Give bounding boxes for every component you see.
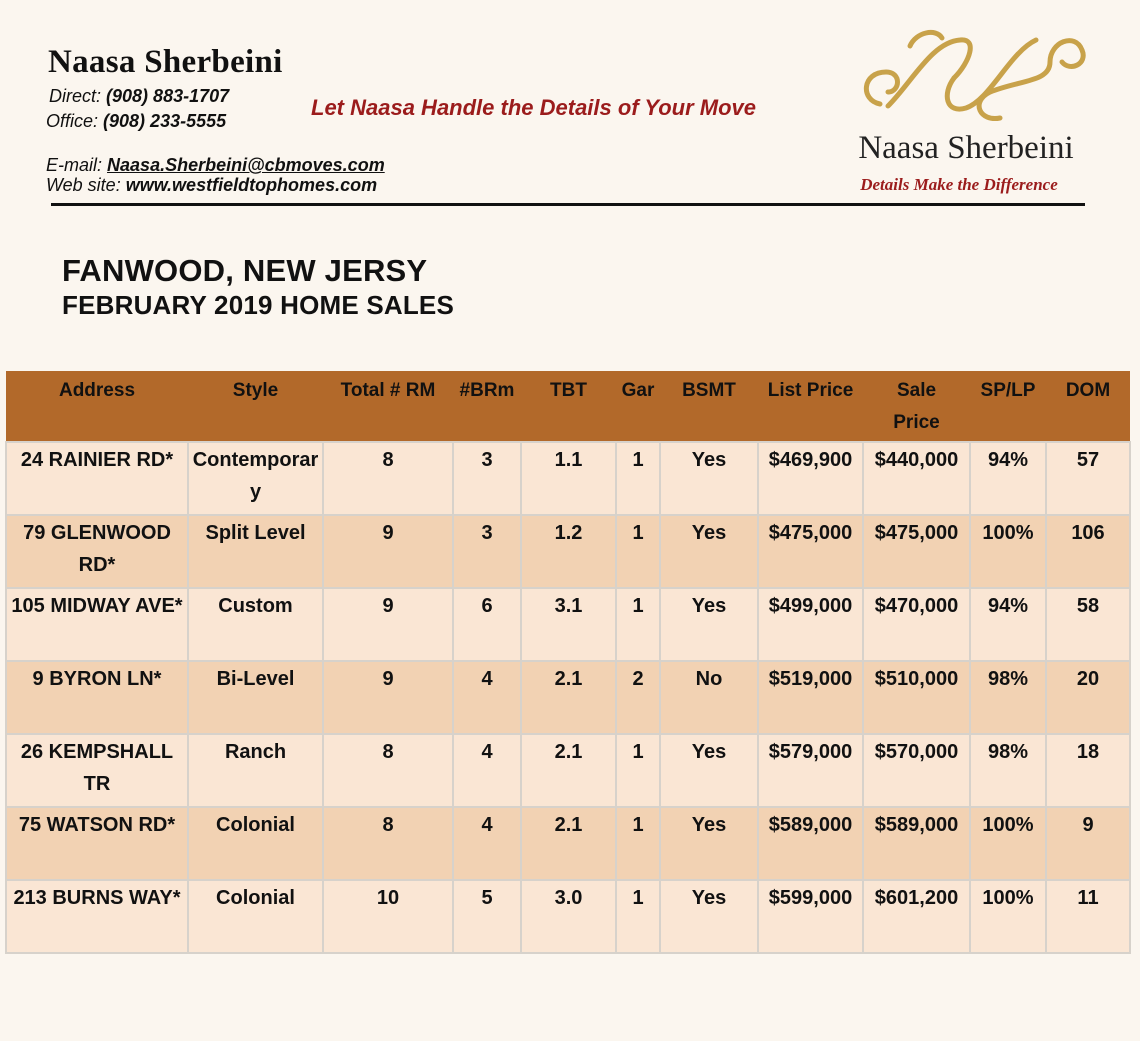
- cell-bedrooms: 5: [453, 880, 521, 953]
- cell-sp-lp: 98%: [970, 734, 1046, 807]
- cell-basement: Yes: [660, 734, 758, 807]
- cell-style: Colonial: [188, 880, 323, 953]
- cell-tbt: 1.2: [521, 515, 616, 588]
- logo-slogan: Details Make the Difference: [860, 175, 1058, 194]
- cell-bedrooms: 3: [453, 442, 521, 515]
- cell-total-rooms: 8: [323, 807, 453, 880]
- cell-sale-price: $589,000: [863, 807, 970, 880]
- cell-total-rooms: 9: [323, 661, 453, 734]
- cell-garage: 1: [616, 515, 660, 588]
- cell-sale-price: $475,000: [863, 515, 970, 588]
- cell-bedrooms: 6: [453, 588, 521, 661]
- cell-tbt: 2.1: [521, 807, 616, 880]
- cell-list-price: $599,000: [758, 880, 863, 953]
- table-row: [6, 588, 1130, 661]
- table-header-row: [6, 371, 1130, 442]
- cell-dom: 9: [1046, 807, 1130, 880]
- col-header-garage: Gar: [616, 371, 660, 442]
- email-label: E-mail:: [46, 155, 103, 175]
- table-row: [6, 734, 1130, 807]
- cell-basement: Yes: [660, 442, 758, 515]
- cell-address: 24 RAINIER RD*: [6, 442, 188, 515]
- cell-sp-lp: 94%: [970, 588, 1046, 661]
- cell-tbt: 2.1: [521, 734, 616, 807]
- tagline: Let Naasa Handle the Details of Your Move: [311, 95, 757, 120]
- cell-garage: 1: [616, 442, 660, 515]
- cell-sale-price: $510,000: [863, 661, 970, 734]
- cell-sp-lp: 100%: [970, 807, 1046, 880]
- cell-bedrooms: 4: [453, 661, 521, 734]
- cell-tbt: 2.1: [521, 661, 616, 734]
- cell-address: 79 GLENWOOD RD*: [6, 515, 188, 588]
- cell-total-rooms: 10: [323, 880, 453, 953]
- cell-tbt: 3.1: [521, 588, 616, 661]
- email-line: [46, 155, 385, 176]
- cell-basement: Yes: [660, 807, 758, 880]
- cell-style: Split Level: [188, 515, 323, 588]
- cell-garage: 1: [616, 880, 660, 953]
- website-link[interactable]: www.westfieldtophomes.com: [125, 175, 378, 195]
- cell-basement: Yes: [660, 515, 758, 588]
- home-sales-table: [5, 371, 1131, 954]
- cell-basement: Yes: [660, 880, 758, 953]
- col-header-total-rooms: Total # RM: [323, 371, 453, 442]
- col-header-bedrooms: #BRm: [453, 371, 521, 442]
- cell-style: Contemporary: [188, 442, 323, 515]
- cell-garage: 2: [616, 661, 660, 734]
- cell-address: 26 KEMPSHALL TR: [6, 734, 188, 807]
- col-header-tbt: TBT: [521, 371, 616, 442]
- cell-sale-price: $440,000: [863, 442, 970, 515]
- cell-tbt: 1.1: [521, 442, 616, 515]
- cell-address: 213 BURNS WAY*: [6, 880, 188, 953]
- cell-bedrooms: 3: [453, 515, 521, 588]
- office-label: Office:: [46, 111, 99, 131]
- header-divider: [51, 203, 1085, 206]
- cell-list-price: $499,000: [758, 588, 863, 661]
- cell-sp-lp: 98%: [970, 661, 1046, 734]
- col-header-dom: DOM: [1046, 371, 1130, 442]
- cell-list-price: $519,000: [758, 661, 863, 734]
- page-title: FANWOOD, NEW JERSY: [62, 253, 428, 288]
- col-header-style: Style: [188, 371, 323, 442]
- cell-address: 9 BYRON LN*: [6, 661, 188, 734]
- cell-address: 75 WATSON RD*: [6, 807, 188, 880]
- cell-sp-lp: 100%: [970, 515, 1046, 588]
- cell-sale-price: $570,000: [863, 734, 970, 807]
- col-header-sale-price: Sale Price: [863, 371, 970, 442]
- cell-total-rooms: 9: [323, 588, 453, 661]
- cell-style: Colonial: [188, 807, 323, 880]
- cell-dom: 18: [1046, 734, 1130, 807]
- col-header-sp-lp: SP/LP: [970, 371, 1046, 442]
- cell-sale-price: $601,200: [863, 880, 970, 953]
- col-header-basement: BSMT: [660, 371, 758, 442]
- cell-total-rooms: 9: [323, 515, 453, 588]
- email-link[interactable]: Naasa.Sherbeini@cbmoves.com: [107, 155, 385, 175]
- cell-basement: Yes: [660, 588, 758, 661]
- cell-dom: 57: [1046, 442, 1130, 515]
- direct-phone-line: [49, 86, 229, 107]
- cell-style: Ranch: [188, 734, 323, 807]
- cell-tbt: 3.0: [521, 880, 616, 953]
- website-label: Web site:: [46, 175, 121, 195]
- cell-garage: 1: [616, 588, 660, 661]
- cell-style: Custom: [188, 588, 323, 661]
- cell-dom: 11: [1046, 880, 1130, 953]
- page-subtitle: FEBRUARY 2019 HOME SALES: [62, 290, 455, 320]
- cell-list-price: $469,900: [758, 442, 863, 515]
- cell-sp-lp: 100%: [970, 880, 1046, 953]
- cell-bedrooms: 4: [453, 734, 521, 807]
- office-phone-line: [46, 111, 226, 132]
- logo-name: Naasa Sherbeini: [858, 130, 1074, 166]
- direct-label: Direct:: [49, 86, 102, 106]
- cell-dom: 106: [1046, 515, 1130, 588]
- cell-sp-lp: 94%: [970, 442, 1046, 515]
- col-header-list-price: List Price: [758, 371, 863, 442]
- brand-logo: [838, 22, 1096, 200]
- cell-address: 105 MIDWAY AVE*: [6, 588, 188, 661]
- cell-bedrooms: 4: [453, 807, 521, 880]
- col-header-address: Address: [6, 371, 188, 442]
- cell-dom: 58: [1046, 588, 1130, 661]
- table-row: [6, 661, 1130, 734]
- cell-garage: 1: [616, 807, 660, 880]
- cell-total-rooms: 8: [323, 734, 453, 807]
- cell-list-price: $475,000: [758, 515, 863, 588]
- direct-phone: (908) 883-1707: [106, 86, 230, 106]
- cell-sale-price: $470,000: [863, 588, 970, 661]
- cell-garage: 1: [616, 734, 660, 807]
- table-row: [6, 442, 1130, 515]
- cell-basement: No: [660, 661, 758, 734]
- cell-style: Bi-Level: [188, 661, 323, 734]
- cell-list-price: $589,000: [758, 807, 863, 880]
- table-row: [6, 515, 1130, 588]
- ns-monogram-logo: [850, 22, 1090, 127]
- agent-name: Naasa Sherbeini: [48, 44, 283, 80]
- cell-total-rooms: 8: [323, 442, 453, 515]
- table-row: [6, 807, 1130, 880]
- office-phone: (908) 233-5555: [103, 111, 227, 131]
- cell-dom: 20: [1046, 661, 1130, 734]
- cell-list-price: $579,000: [758, 734, 863, 807]
- website-line: [46, 175, 377, 196]
- table-row: [6, 880, 1130, 953]
